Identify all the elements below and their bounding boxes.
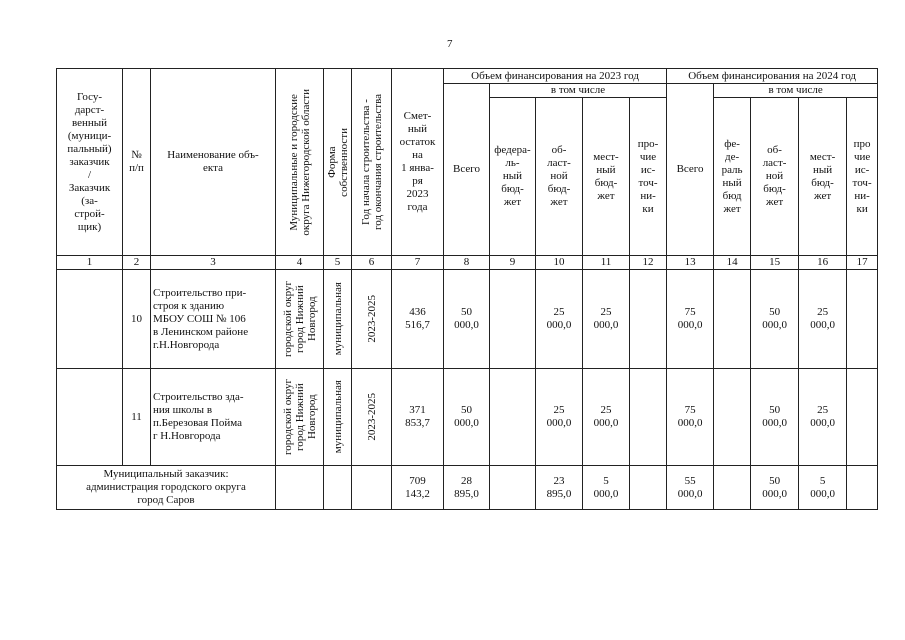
col-header-customer: Госу- дарст- венный (муници- пальный) заказчик / Заказчик (за- строй- щик) (57, 69, 123, 256)
subgroup-including-2023: в том числе (490, 84, 667, 98)
local-2023: 25 000,0 (583, 369, 630, 466)
column-number: 5 (324, 256, 352, 270)
years-text: 2023-2025 (365, 393, 378, 441)
ownership-text: муниципальная (331, 282, 344, 356)
ownership-text: муниципальная (331, 380, 344, 454)
column-number: 11 (583, 256, 630, 270)
summary-regional-2024: 50 000,0 (751, 466, 799, 510)
ownership-cell (324, 270, 352, 369)
table-row (57, 270, 878, 369)
col-header-total-2024: Всего (667, 84, 714, 256)
summary-empty-cell (352, 466, 392, 510)
summary-empty-cell (276, 466, 324, 510)
column-number: 9 (490, 256, 536, 270)
municipality-text: городской округ город Нижний Новгород (281, 280, 318, 358)
col-header-estimate: Смет- ный остаток на 1 янва- ря 2023 года (392, 69, 444, 256)
regional-2023: 25 000,0 (536, 270, 583, 369)
col-header-federal-2023: федера- ль- ный бюд- жет (490, 98, 536, 256)
years-text: 2023-2025 (365, 295, 378, 343)
column-number: 13 (667, 256, 714, 270)
col-header-object-name: Наименование объ- екта (151, 69, 276, 256)
object-name: Строительство при- строя к зданию МБОУ СОШ № 106 в Ленинском районе г.Н.Новгорода (151, 270, 276, 369)
other-2023 (630, 369, 667, 466)
column-number: 14 (714, 256, 751, 270)
col-header-total-2023: Всего (444, 84, 490, 256)
regional-2024: 50 000,0 (751, 369, 799, 466)
subgroup-including-2024: в том числе (714, 84, 878, 98)
years-cell (352, 270, 392, 369)
column-number: 12 (630, 256, 667, 270)
col-header-regional-2023: об- ласт- ной бюд- жет (536, 98, 583, 256)
column-number: 3 (151, 256, 276, 270)
other-2024 (847, 369, 878, 466)
summary-federal-2024 (714, 466, 751, 510)
table-row (57, 369, 878, 466)
total-2024: 75 000,0 (667, 270, 714, 369)
column-numbers-row (57, 256, 878, 270)
financing-table (56, 68, 878, 510)
customer-cell (57, 369, 123, 466)
summary-other-2023 (630, 466, 667, 510)
object-name: Строительство зда- ния школы в п.Березовая Пойма г Н.Новгорода (151, 369, 276, 466)
ownership-header-text: Форма собственности (325, 127, 350, 197)
row-number: 10 (123, 270, 151, 369)
col-header-federal-2024: фе- де- раль ный бюд жет (714, 98, 751, 256)
group-header-2024: Объем финансирования на 2024 год (667, 69, 878, 84)
estimate-value: 436 516,7 (392, 270, 444, 369)
col-header-local-2023: мест- ный бюд- жет (583, 98, 630, 256)
other-2023 (630, 270, 667, 369)
column-number: 15 (751, 256, 799, 270)
column-number: 16 (799, 256, 847, 270)
local-2024: 25 000,0 (799, 369, 847, 466)
summary-regional-2023: 23 895,0 (536, 466, 583, 510)
column-number: 7 (392, 256, 444, 270)
summary-label: Муниципальный заказчик: администрация городского округа город Саров (57, 466, 276, 510)
summary-federal-2023 (490, 466, 536, 510)
regional-2023: 25 000,0 (536, 369, 583, 466)
summary-local-2023: 5 000,0 (583, 466, 630, 510)
summary-total-2024: 55 000,0 (667, 466, 714, 510)
total-2023: 50 000,0 (444, 270, 490, 369)
customer-cell (57, 270, 123, 369)
col-header-other-2023: про- чие ис- точ- ни- ки (630, 98, 667, 256)
municipality-header-text: Муниципальные и городские округа Нижегородской области (287, 88, 312, 236)
summary-local-2024: 5 000,0 (799, 466, 847, 510)
total-2024: 75 000,0 (667, 369, 714, 466)
federal-2024 (714, 369, 751, 466)
page-number: 7 (447, 38, 453, 50)
years-header-text: Год начала строительства - год окончания строительства (359, 94, 384, 230)
total-2023: 50 000,0 (444, 369, 490, 466)
column-number: 6 (352, 256, 392, 270)
other-2024 (847, 270, 878, 369)
municipality-cell (276, 270, 324, 369)
summary-estimate: 709 143,2 (392, 466, 444, 510)
estimate-value: 371 853,7 (392, 369, 444, 466)
col-header-municipality (276, 69, 324, 256)
col-header-ownership (324, 69, 352, 256)
summary-other-2024 (847, 466, 878, 510)
summary-total-2023: 28 895,0 (444, 466, 490, 510)
regional-2024: 50 000,0 (751, 270, 799, 369)
col-header-regional-2024: об- ласт- ной бюд- жет (751, 98, 799, 256)
group-header-2023: Объем финансирования на 2023 год (444, 69, 667, 84)
row-number: 11 (123, 369, 151, 466)
col-header-years (352, 69, 392, 256)
column-number: 1 (57, 256, 123, 270)
local-2023: 25 000,0 (583, 270, 630, 369)
summary-empty-cell (324, 466, 352, 510)
column-number: 4 (276, 256, 324, 270)
summary-row (57, 466, 878, 510)
col-header-local-2024: мест- ный бюд- жет (799, 98, 847, 256)
col-header-other-2024: про чие ис- точ- ни- ки (847, 98, 878, 256)
local-2024: 25 000,0 (799, 270, 847, 369)
municipality-cell (276, 369, 324, 466)
federal-2024 (714, 270, 751, 369)
col-header-num: № п/п (123, 69, 151, 256)
municipality-text: городской округ город Нижний Новгород (281, 378, 318, 456)
column-number: 2 (123, 256, 151, 270)
federal-2023 (490, 369, 536, 466)
column-number: 17 (847, 256, 878, 270)
federal-2023 (490, 270, 536, 369)
column-number: 10 (536, 256, 583, 270)
ownership-cell (324, 369, 352, 466)
column-number: 8 (444, 256, 490, 270)
years-cell (352, 369, 392, 466)
